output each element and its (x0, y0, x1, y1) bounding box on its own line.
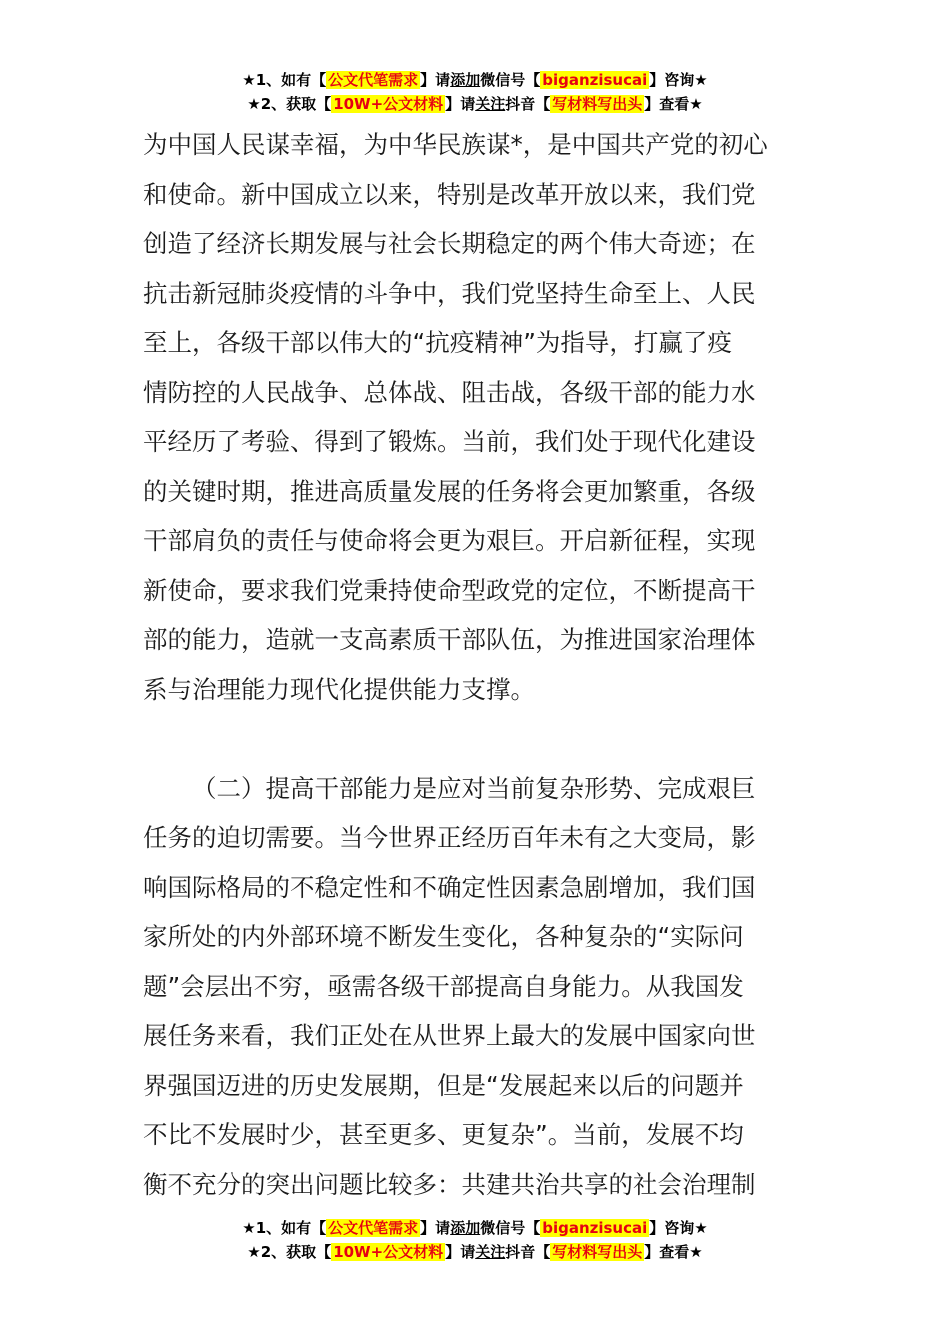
text-line: 部的能力，造就一支高素质干部队伍，为推进国家治理体 (143, 625, 756, 654)
text-line: 界强国迈进的历史发展期，但是“发展起来以后的问题并 (143, 1070, 744, 1100)
banner-highlight: 写材料写出头 (552, 1243, 643, 1261)
text-line: 情防控的人民战争、总体战、阻击战，各级干部的能力水 (143, 377, 756, 407)
text-line: 题”会层出不穷，亟需各级干部提高自身能力。从我国发 (143, 971, 744, 1001)
banner-text: 】请 (420, 1219, 451, 1237)
banner-text: 】请 (445, 95, 476, 113)
text-line: 干部肩负的责任与使命将会更为艰巨。开启新征程，实现 (143, 526, 756, 555)
banner-highlight: 10W+公文材料 (333, 95, 444, 113)
text-line: 系与治理能力现代化提供能力支撑。 (143, 674, 535, 704)
paragraph-2 (143, 764, 808, 1210)
document-body (143, 120, 808, 1209)
text-line: 的关键时期，推进高质量发展的任务将会更加繁重，各级 (143, 476, 756, 506)
text-line: 任务的迫切需要。当今世界正经历百年未有之大变局，影 (143, 823, 756, 852)
banner-text: 微信号【 (480, 71, 541, 89)
banner-text: 】查看★ (644, 95, 703, 113)
banner-text: ★1、如有【 (242, 71, 327, 89)
text-line: 创造了经济长期发展与社会长期稳定的两个伟大奇迹；在 (143, 229, 756, 258)
banner-highlight: 公文代笔需求 (328, 1219, 419, 1237)
banner-highlight: biganzisucai (542, 71, 648, 89)
text-line: 响国际格局的不稳定性和不确定性因素急剧增加，我们国 (143, 872, 756, 902)
text-line: 为中国人民谋幸福，为中华民族谋*，是中国共产党的初心 (143, 130, 768, 159)
paragraph-1 (143, 120, 808, 714)
banner-line-1 (0, 1216, 950, 1240)
text-line: （二）提高干部能力是应对当前复杂形势、完成艰巨 (192, 773, 756, 803)
banner-text: 】咨询★ (649, 1219, 708, 1237)
banner-highlight: biganzisucai (542, 1219, 648, 1237)
banner-underlined-text: 添加 (450, 1219, 481, 1237)
banner-text: 微信号【 (480, 1219, 541, 1237)
text-line: 和使命。新中国成立以来，特别是改革开放以来，我们党 (143, 179, 756, 209)
banner-line-2 (0, 92, 950, 116)
banner-line-1 (0, 68, 950, 92)
text-line: 新使命，要求我们党秉持使命型政党的定位，不断提高干 (143, 575, 756, 605)
header-banner (0, 68, 950, 116)
banner-text: 】咨询★ (649, 71, 708, 89)
banner-text: ★2、获取【 (247, 95, 332, 113)
text-line: 家所处的内外部环境不断发生变化，各种复杂的“实际问 (143, 922, 744, 951)
text-line: 不比不发展时少，甚至更多、更复杂”。当前，发展不均 (143, 1120, 744, 1149)
text-line: 展任务来看，我们正处在从世界上最大的发展中国家向世 (143, 1021, 756, 1050)
banner-highlight: 公文代笔需求 (328, 71, 419, 89)
banner-text: 抖音【 (505, 1243, 551, 1261)
banner-text: 】请 (445, 1243, 476, 1261)
banner-underlined-text: 关注 (475, 1243, 506, 1261)
banner-highlight: 10W+公文材料 (333, 1243, 444, 1261)
banner-underlined-text: 关注 (475, 95, 506, 113)
paragraph-spacer (143, 714, 808, 764)
text-line: 平经历了考验、得到了锻炼。当前，我们处于现代化建设 (143, 427, 756, 456)
banner-line-2 (0, 1240, 950, 1264)
banner-highlight: 写材料写出头 (552, 95, 643, 113)
banner-text: 】查看★ (644, 1243, 703, 1261)
banner-underlined-text: 添加 (450, 71, 481, 89)
text-line: 抗击新冠肺炎疫情的斗争中，我们党坚持生命至上、人民 (143, 278, 756, 308)
text-line: 衡不充分的突出问题比较多：共建共治共享的社会治理制 (143, 1169, 756, 1199)
text-line: 至上，各级干部以伟大的“抗疫精神”为指导，打赢了疫 (143, 328, 732, 357)
banner-text: ★2、获取【 (247, 1243, 332, 1261)
banner-text: 抖音【 (505, 95, 551, 113)
banner-text: ★1、如有【 (242, 1219, 327, 1237)
footer-banner (0, 1216, 950, 1264)
banner-text: 】请 (420, 71, 451, 89)
